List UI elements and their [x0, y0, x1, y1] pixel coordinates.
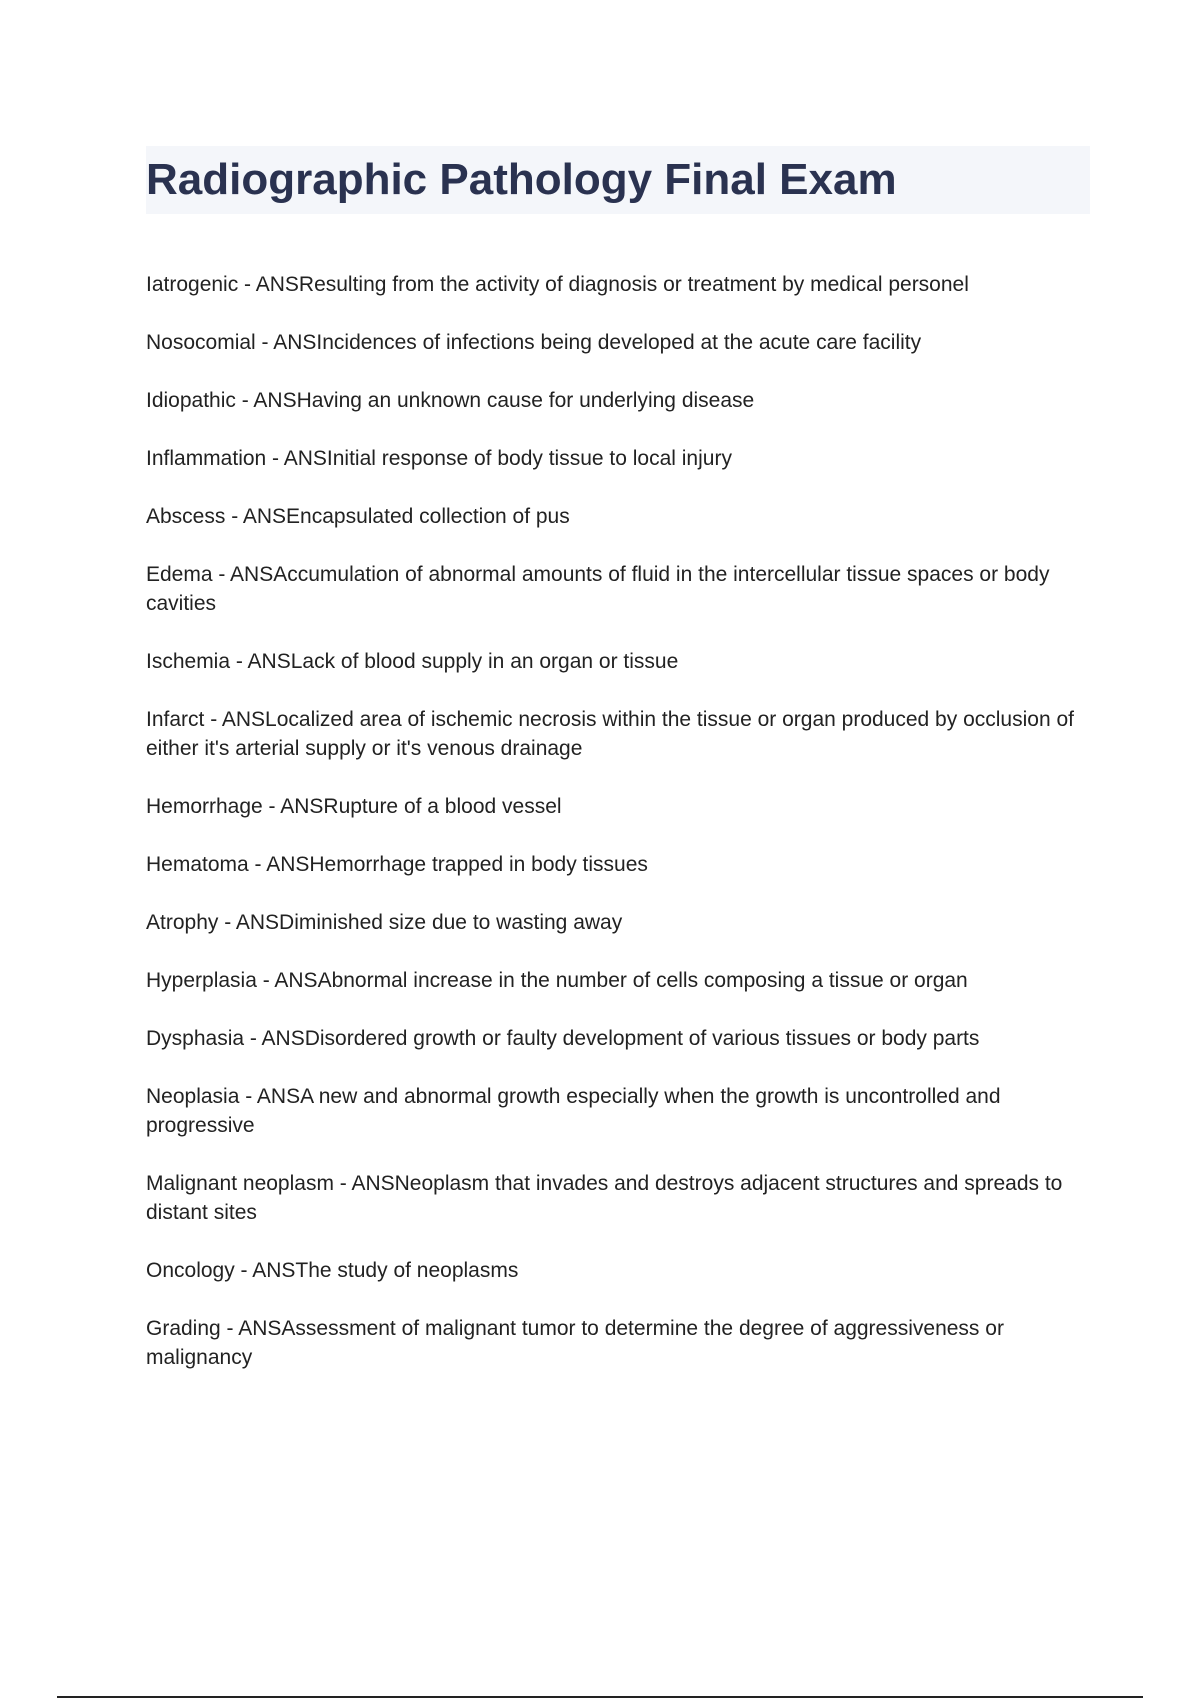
term-list — [146, 270, 1076, 1401]
term-entry: Neoplasia - ANSA new and abnormal growth especially when the growth is uncontrolled and progressive — [146, 1085, 1001, 1137]
term-entry: Nosocomial - ANSIncidences of infections being developed at the acute care facility — [146, 331, 922, 354]
term-entry: Idiopathic - ANSHaving an unknown cause for underlying disease — [146, 389, 755, 412]
title-banner — [146, 146, 1090, 214]
term-entry: Hematoma - ANSHemorrhage trapped in body tissues — [146, 853, 648, 876]
term-entry: Dysphasia - ANSDisordered growth or faulty development of various tissues or body parts — [146, 1027, 980, 1050]
term-entry: Hemorrhage - ANSRupture of a blood vessel — [146, 795, 562, 818]
term-entry: Iatrogenic - ANSResulting from the activity of diagnosis or treatment by medical personel — [146, 273, 969, 296]
term-entry: Inflammation - ANSInitial response of body tissue to local injury — [146, 447, 732, 470]
term-entry: Atrophy - ANSDiminished size due to wasting away — [146, 911, 623, 934]
term-entry: Infarct - ANSLocalized area of ischemic necrosis within the tissue or organ produced by occlusion of either it's arterial supply or it's venous drainage — [146, 708, 1074, 760]
term-entry: Malignant neoplasm - ANSNeoplasm that invades and destroys adjacent structures and spreads to distant sites — [146, 1172, 1063, 1224]
term-entry: Ischemia - ANSLack of blood supply in an organ or tissue — [146, 650, 679, 673]
term-entry: Abscess - ANSEncapsulated collection of pus — [146, 505, 570, 528]
term-entry: Edema - ANSAccumulation of abnormal amounts of fluid in the intercellular tissue spaces or body cavities — [146, 563, 1050, 615]
footer-divider — [57, 1696, 1143, 1698]
term-entry: Grading - ANSAssessment of malignant tumor to determine the degree of aggressiveness or malignancy — [146, 1317, 1004, 1369]
page-title: Radiographic Pathology Final Exam — [146, 155, 897, 204]
term-entry: Oncology - ANSThe study of neoplasms — [146, 1259, 519, 1282]
term-entry: Hyperplasia - ANSAbnormal increase in the number of cells composing a tissue or organ — [146, 969, 968, 992]
